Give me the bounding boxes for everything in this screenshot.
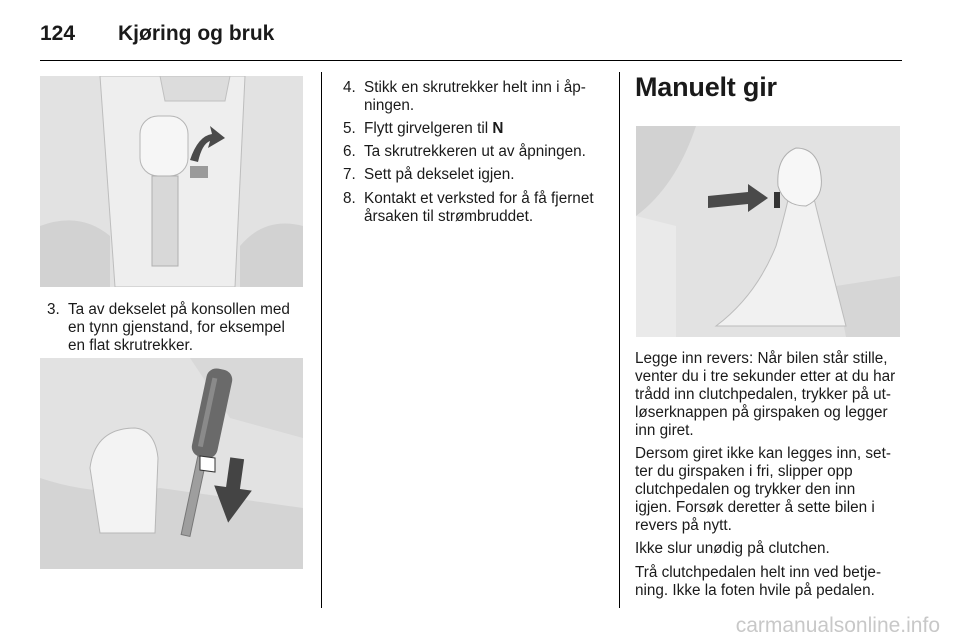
page-number: 124 <box>40 22 76 45</box>
paragraph-clutch-pedal: Trå clutchpedalen helt inn ved betje- ning. Ikke la foten hvile på pedalen. <box>635 564 882 599</box>
watermark: carmanualsonline.info <box>735 614 940 637</box>
column-divider-left <box>321 72 322 608</box>
illustration-screwdriver <box>40 358 303 569</box>
page-header <box>40 16 902 61</box>
illustration-manual-gear <box>636 126 900 337</box>
paragraph-retry: Dersom giret ikke kan legges inn, set- ter du girspaken i fri, slipper opp clutchpedalen og trykker den inn igjen. Forsøk deretter å sette bilen i revers på nytt. <box>635 445 891 534</box>
column-divider-right <box>619 72 620 608</box>
chapter-title: Kjøring og bruk <box>118 22 275 45</box>
illustration-selector-cover <box>40 76 303 287</box>
paragraph-clutch-slip: Ikke slur unødig på clutchen. <box>635 540 830 557</box>
section-title: Manuelt gir <box>635 72 777 102</box>
paragraph-reverse: Legge inn revers: Når bilen står stille, venter du i tre sekunder etter at du har trådd inn clutchpedalen, trykker på ut- løserknappen på girspaken og legger inn giret. <box>635 350 896 439</box>
